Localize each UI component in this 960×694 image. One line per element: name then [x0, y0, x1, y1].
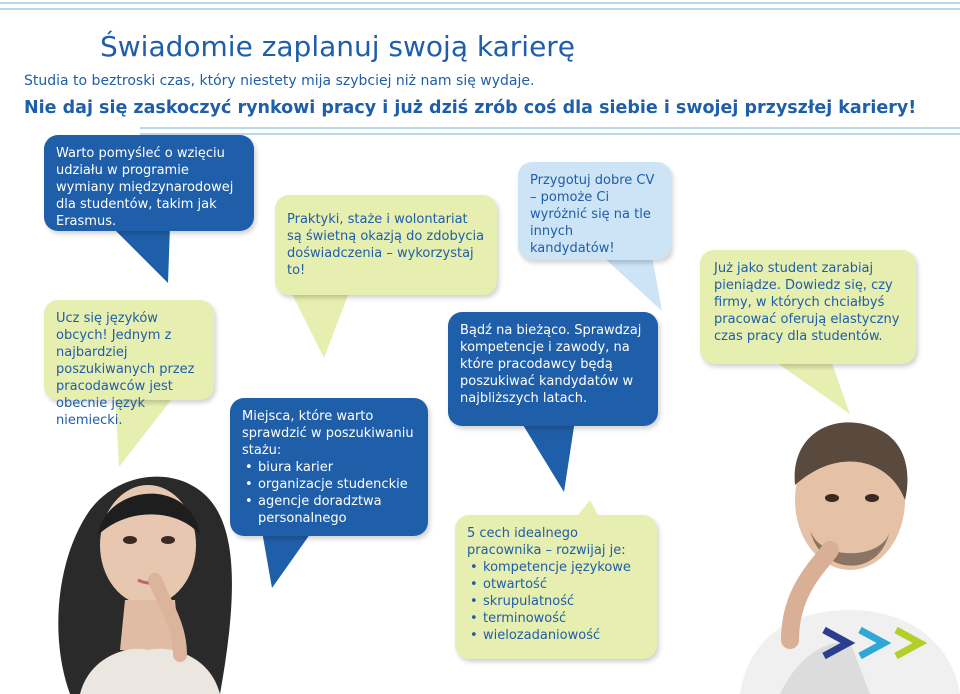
bubble-languages [44, 300, 214, 428]
places-list [242, 459, 416, 527]
places-item: • biura karier [242, 459, 416, 476]
top-line-2 [0, 8, 960, 10]
bubble-places [230, 398, 428, 536]
traits-item: • kompetencje językowe [467, 559, 645, 576]
bubble-places-intro: Miejsca, które warto sprawdzić w poszukiwaniu stażu: [242, 409, 414, 458]
bubble-tail-internships [290, 290, 370, 360]
bubble-cv-text: Przygotuj dobre CV – pomoże Ci wyróżnić się na tle innych kandydatów! [530, 173, 655, 256]
bubble-tail-earn [770, 358, 860, 418]
divider-line [140, 127, 960, 129]
bubble-erasmus [44, 135, 254, 231]
places-item: • organizacje studenckie [242, 476, 416, 493]
traits-item: • otwartość [467, 576, 645, 593]
chevron-arrows-icon [818, 626, 930, 660]
traits-item: • wielozadaniowość [467, 627, 645, 644]
traits-item: • skrupulatność [467, 593, 645, 610]
bubble-tail-uptodate [520, 420, 600, 495]
bubble-traits-intro: 5 cech idealnego pracownika – rozwijaj je: [467, 526, 626, 558]
traits-list [467, 559, 645, 644]
woman-image [30, 440, 260, 694]
page-title: Świadomie zaplanuj swoją karierę [100, 30, 576, 63]
bubble-uptodate-text: Bądź na bieżąco. Sprawdzaj kompetencje i zawody, na które pracodawcy będą poszukiwać kandydatów w najbliższych latach. [460, 323, 642, 406]
bubble-erasmus-text: Warto pomyśleć o wzięciu udziału w programie wymiany międzynarodowej dla studentów, takim jak Erasmus. [56, 146, 234, 229]
places-item: • agencje doradztwa personalnego [242, 493, 416, 527]
bubble-tail-erasmus [100, 225, 180, 285]
bubble-earn-text: Już jako student zarabiaj pieniądze. Dowiedz się, czy firmy, w których chciałbyś pracować oferują elastyczny czas pracy dla studentów. [714, 261, 900, 344]
chevron-lime-icon [896, 630, 920, 656]
subtitle-1: Studia to beztroski czas, który niestety mija szybciej niż nam się wydaje. [24, 73, 535, 89]
chevron-mid-icon [860, 630, 884, 656]
bubble-earn [700, 250, 916, 364]
subtitle-2: Nie daj się zaskoczyć rynkowi pracy i już dziś zrób coś dla siebie i swojej przyszłej kariery! [24, 98, 917, 118]
bubble-cv [518, 162, 671, 260]
divider-line-2 [140, 133, 960, 135]
bubble-traits [455, 515, 657, 659]
traits-item: • terminowość [467, 610, 645, 627]
bubble-languages-text: Ucz się języków obcych! Jednym z najbardziej poszukiwanych przez pracodawców jest obecnie język niemiecki. [56, 311, 195, 428]
top-line-1 [0, 2, 960, 4]
bubble-uptodate [448, 312, 658, 426]
bubble-internships [275, 195, 497, 295]
bubble-internships-text: Praktyki, staże i wolontariat są świetną okazją do zdobycia doświadczenia – wykorzystaj to! [287, 212, 485, 278]
chevron-dark-icon [824, 630, 848, 656]
